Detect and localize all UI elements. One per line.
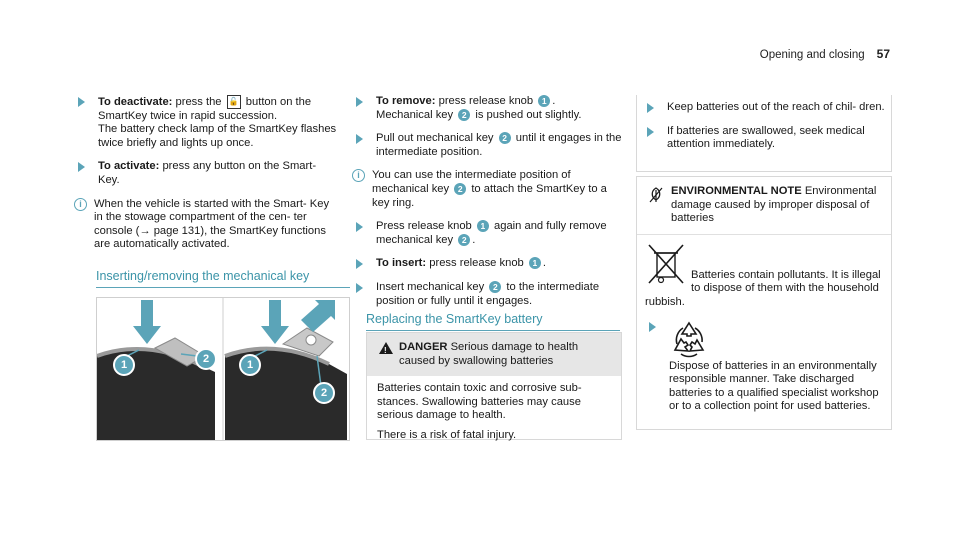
step-text: press the (175, 95, 222, 108)
step-text: Keep batteries out of the reach of chil- dren. (667, 101, 885, 113)
section-name: Opening and closing (759, 49, 865, 61)
warning-triangle-icon (379, 342, 393, 354)
arrow-icon (78, 97, 85, 107)
step-dispose (645, 320, 883, 414)
step-text: is pushed out slightly. (475, 108, 582, 121)
step-swallowed (637, 125, 885, 152)
marker-2: 2 (499, 132, 511, 144)
marker-1: 1 (529, 257, 541, 269)
page-number: 57 (876, 47, 890, 61)
step-text: If batteries are swallowed, seek medical attention immediately. (667, 124, 865, 151)
step-text: to the intermediate position or fully until it engages. (376, 280, 600, 307)
danger-label: DANGER (399, 341, 448, 353)
step-insert-label (346, 257, 622, 271)
step-text: Mechanical key (376, 108, 454, 121)
danger-text: There is a risk of fatal injury. (377, 428, 517, 441)
column-2 (346, 95, 622, 318)
step-keep-away (637, 101, 885, 115)
step-text: Dispose of batteries in an environmentally responsible manner. Take discharged batteries to a qualified specialist workshop or to a collection point for used batteries. (669, 359, 879, 413)
warning-mark: ! (384, 346, 387, 355)
step-text: Insert mechanical key (376, 280, 485, 293)
marker-2: 2 (458, 234, 470, 246)
step-label: To remove: (376, 95, 436, 107)
env-body (637, 235, 891, 432)
step-text: press release knob (429, 257, 524, 270)
section-rule (366, 330, 620, 331)
callout-1: 1 (239, 354, 261, 376)
arrow-icon (356, 97, 363, 107)
danger-text: Batteries contain toxic and corrosive sub- stances. Swallowing batteries may cause serious damage to health. (377, 382, 582, 422)
step-text: . (542, 257, 546, 270)
step-remove (346, 95, 622, 122)
note-text: You can use the intermediate position of mechanical key (372, 169, 571, 195)
danger-heading: Serious damage to health caused by swallowing batteries (399, 341, 579, 367)
arrow-icon (647, 103, 654, 113)
env-label: ENVIRONMENTAL NOTE (671, 185, 802, 197)
danger-box (366, 332, 622, 440)
leaf-icon (649, 187, 663, 203)
step-label: To insert: (376, 257, 427, 270)
column-1 (68, 95, 340, 262)
callout-2: 2 (195, 348, 217, 370)
callout-1: 1 (113, 354, 135, 376)
warning-continuation (636, 95, 892, 172)
note-text: When the vehicle is started with the Smart- Key in the stowage compartment of the cen- ter console (→ page 131), the SmartKey functions are automatically activated. (94, 197, 330, 251)
step-pull (346, 132, 622, 159)
marker-2: 2 (458, 109, 470, 121)
env-header (637, 177, 891, 235)
arrow-icon (647, 127, 654, 137)
recycling-icon (669, 320, 709, 358)
section-rule (96, 287, 350, 288)
marker-2: 2 (454, 183, 466, 195)
step-text: . (472, 233, 476, 246)
arrow-icon (356, 283, 363, 293)
info-icon: i (352, 169, 365, 182)
crossed-bin-icon (647, 243, 685, 285)
callout-2: 2 (313, 382, 335, 404)
marker-1: 1 (477, 220, 489, 232)
step-text: The battery check lamp of the SmartKey flashes twice briefly and lights up once. (98, 123, 337, 149)
lock-button-icon: 🔓 (227, 95, 241, 109)
marker-2: 2 (489, 281, 501, 293)
env-heading: Environmental damage caused by improper disposal of batteries (671, 185, 877, 225)
key-illustration (96, 297, 350, 441)
step-insert (346, 281, 622, 308)
key-diagram (97, 298, 349, 440)
step-text: Press release knob (376, 220, 472, 233)
page-header (760, 48, 890, 63)
step-text: . (552, 95, 556, 107)
section-title-battery: Replacing the SmartKey battery (366, 312, 543, 326)
section-title-mechanical-key: Inserting/removing the mechanical key (96, 269, 310, 283)
arrow-icon (356, 259, 363, 269)
env-text: Batteries contain pollutants. It is illegal to dispose of them with the household rubbish. (645, 268, 881, 308)
step-press (346, 220, 622, 247)
step-label: To deactivate: (98, 95, 173, 108)
step-text: until it engages in the intermediate position. (376, 132, 622, 158)
step-text: Pull out mechanical key (376, 132, 494, 145)
arrow-icon (78, 162, 85, 172)
info-note (346, 169, 622, 210)
step-text: button on the SmartKey twice in rapid succession. (98, 95, 312, 122)
arrow-icon (649, 322, 656, 332)
step-activate (68, 160, 340, 187)
arrow-icon (356, 134, 363, 144)
step-text: press release knob (438, 95, 534, 107)
marker-1: 1 (538, 95, 550, 107)
step-text: again and fully remove mechanical key (376, 220, 607, 246)
environmental-note (636, 176, 892, 430)
step-deactivate (68, 95, 340, 150)
step-label: To activate: (98, 160, 160, 173)
note-text: to attach the SmartKey to a key ring. (372, 182, 607, 209)
info-note (68, 198, 340, 252)
step-text: press any button on the Smart- Key. (98, 160, 317, 186)
danger-body (367, 376, 621, 448)
info-icon: i (74, 198, 87, 211)
arrow-icon (356, 222, 363, 232)
danger-header (367, 333, 621, 376)
